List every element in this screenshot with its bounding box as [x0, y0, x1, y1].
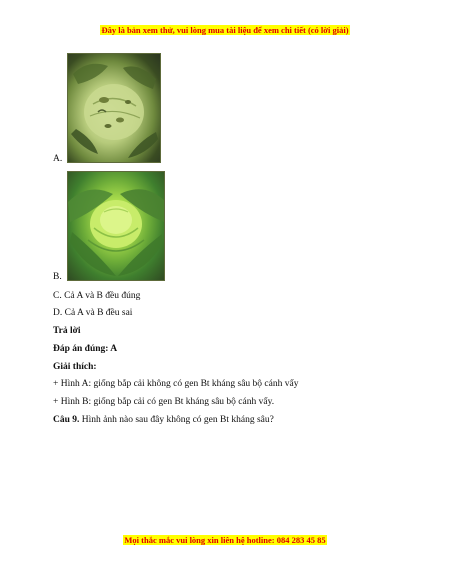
- cabbage-a-illustration: [68, 54, 160, 162]
- next-question: [53, 414, 274, 426]
- question-number: Câu 9.: [53, 415, 80, 425]
- cabbage-image-b: [67, 171, 165, 281]
- option-b-label: B.: [53, 272, 62, 282]
- explanation-point-a: + Hình A: giống bắp cải không có gen Bt kháng sâu bộ cánh vẩy: [53, 379, 299, 389]
- option-a-label: A.: [53, 154, 63, 164]
- option-d: D. Cả A và B đều sai: [53, 308, 133, 318]
- option-c: C. Cả A và B đều đúng: [53, 291, 141, 301]
- hotline-text: Mọi thắc mắc vui lòng xin liên hệ hotline: 084 283 45 85: [124, 535, 326, 545]
- question-text: Hình ảnh nào sau đây không có gen Bt kháng sâu?: [79, 415, 274, 425]
- correct-answer: Đáp án đúng: A: [53, 344, 118, 354]
- preview-notice-banner: [0, 24, 450, 36]
- cabbage-b-illustration: [68, 172, 164, 280]
- explanation-heading: Giải thích:: [53, 362, 97, 372]
- explanation-point-b: + Hình B: giống bắp cải có gen Bt kháng sâu bộ cánh vẩy.: [53, 397, 275, 407]
- cabbage-image-a: [67, 53, 161, 163]
- answer-heading: Trả lời: [53, 326, 81, 336]
- preview-notice-text: Đây là bản xem thử, vui lòng mua tài liệu để xem chi tiết (có lời giải): [101, 25, 349, 35]
- hotline-banner: [0, 534, 450, 546]
